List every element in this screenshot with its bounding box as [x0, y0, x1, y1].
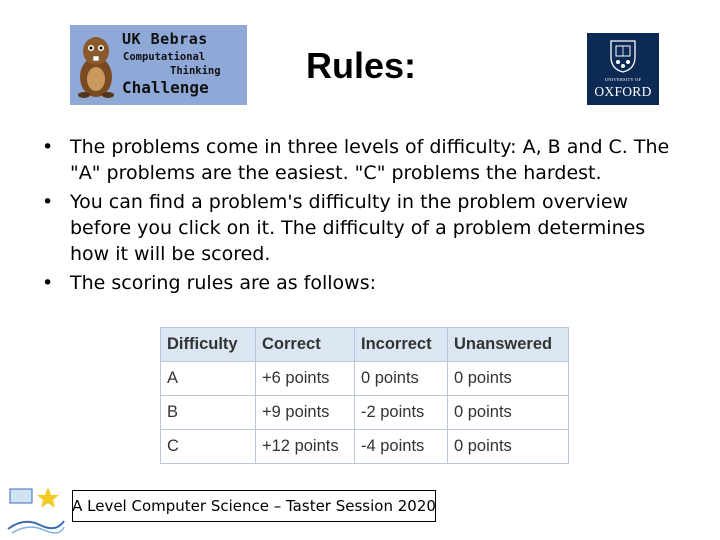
rule-text: The problems come in three levels of difficulty: A, B and C. The "A" problems are the easiest. "C" problems the hardest.	[70, 136, 670, 184]
table-header-row	[161, 328, 569, 362]
rule-item	[40, 270, 680, 296]
saltash-logo	[4, 483, 66, 535]
table-row	[161, 430, 569, 464]
oxford-crest-icon	[609, 39, 637, 73]
page-title: Rules:	[306, 45, 417, 86]
rule-text: The scoring rules are as follows:	[70, 272, 377, 294]
table-cell: +12 points	[256, 430, 355, 464]
bebras-logo-line4: Challenge	[122, 78, 209, 97]
table-cell: 0 points	[355, 362, 448, 396]
bebras-logo-line2: Computational	[123, 51, 206, 63]
footer-text: A Level Computer Science – Taster Session 2020	[72, 497, 436, 515]
rule-item	[40, 134, 680, 186]
table-cell: C	[161, 430, 256, 464]
table-cell: +6 points	[256, 362, 355, 396]
oxford-university-label: UNIVERSITY OF	[604, 77, 642, 82]
bullet-icon: •	[42, 272, 54, 294]
table-cell: A	[161, 362, 256, 396]
rule-text: You can find a problem's difficulty in the problem overview before you click on it. The difficulty of a problem determines how it will be scored.	[70, 191, 646, 265]
table-cell: 0 points	[448, 396, 569, 430]
table-cell: 0 points	[448, 362, 569, 396]
oxford-name-label: OXFORD	[594, 84, 652, 99]
table-row	[161, 362, 569, 396]
table-row	[161, 396, 569, 430]
bullet-icon: •	[42, 191, 54, 213]
table-cell: +9 points	[256, 396, 355, 430]
scoring-table	[160, 327, 569, 464]
rule-item	[40, 189, 680, 267]
beaver-icon	[74, 31, 118, 101]
bullet-icon: •	[42, 136, 54, 158]
bebras-logo	[70, 25, 247, 105]
header-incorrect: Incorrect	[355, 328, 448, 362]
bebras-logo-line1: UK Bebras	[122, 30, 208, 48]
table-cell: -4 points	[355, 430, 448, 464]
footer-caption	[72, 490, 436, 522]
table-cell: B	[161, 396, 256, 430]
saltash-logo-icon	[4, 483, 66, 535]
table-cell: -2 points	[355, 396, 448, 430]
oxford-logo	[587, 33, 659, 105]
header-correct: Correct	[256, 328, 355, 362]
bebras-logo-line3: Thinking	[170, 65, 221, 77]
header-unanswered: Unanswered	[448, 328, 569, 362]
rules-list	[40, 134, 680, 299]
table-cell: 0 points	[448, 430, 569, 464]
header-difficulty: Difficulty	[161, 328, 256, 362]
